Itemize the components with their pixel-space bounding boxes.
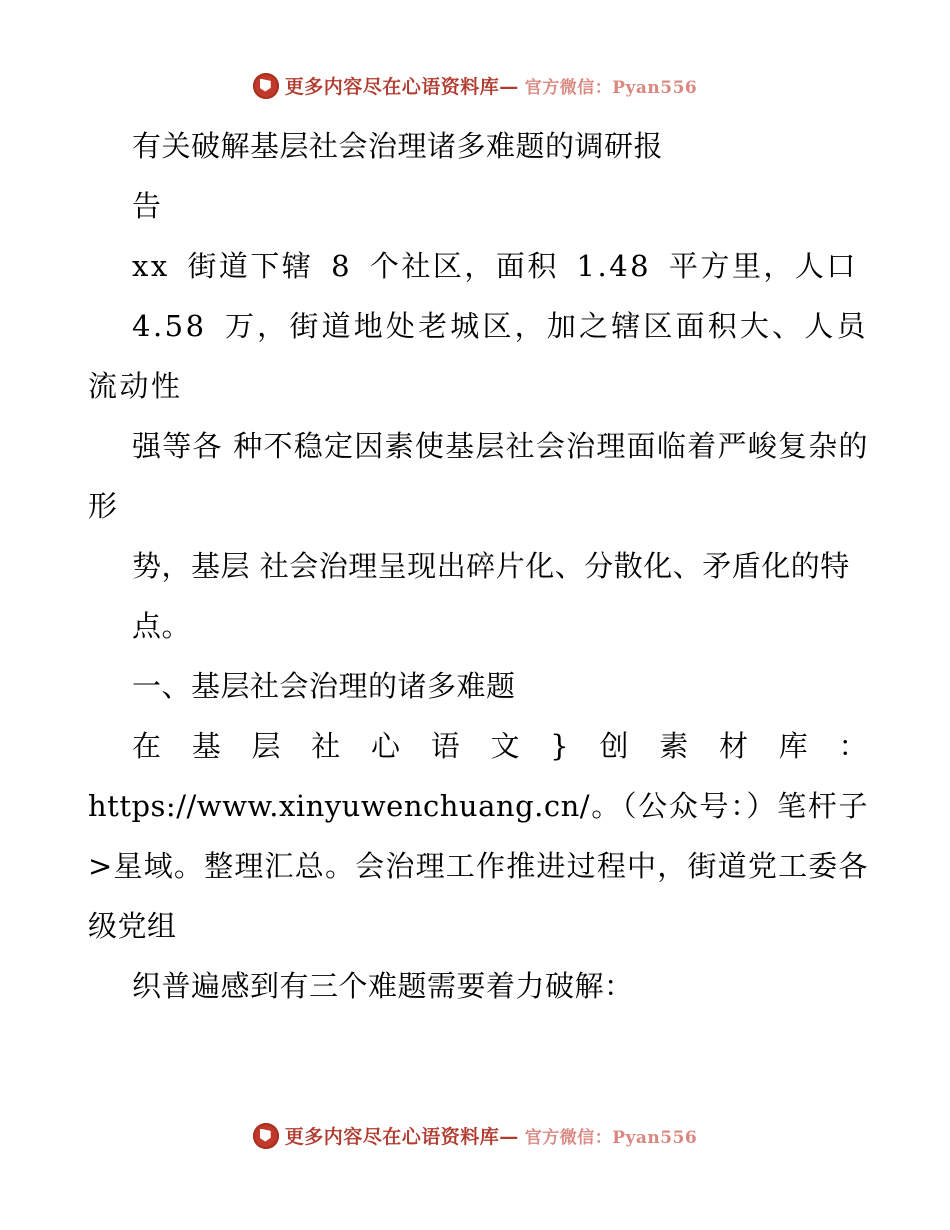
watermark-main-text: 更多内容尽在心语资料库— bbox=[284, 1126, 519, 1148]
paragraph-3: 强等各 种不稳定因素使基层社会治理面临着严峻复杂的形 bbox=[88, 429, 868, 523]
document-body bbox=[88, 116, 868, 1016]
paragraph-title-line2: 告 bbox=[132, 189, 162, 223]
paragraph-7: 织普遍感到有三个难题需要着力破解： bbox=[132, 969, 634, 1003]
watermark-sub-text: 官方微信：Pyan556 bbox=[524, 78, 698, 98]
paragraph-title-line1: 有关破解基层社会治理诸多难题的调研报 bbox=[132, 129, 664, 163]
paragraph-heading-1: 一、基层社会治理的诸多难题 bbox=[132, 669, 516, 703]
paragraph-1: xx 街道下辖 8 个社区，面积 1.48 平方里，人口 bbox=[132, 249, 858, 283]
paragraph-6: 在基层社心语文}创素材库：https://www.xinyuwenchuang.cn/。（公众号：）笔杆子>星域。整理汇总。会治理工作推进过程中，街道党工委各级党组 bbox=[88, 729, 868, 943]
watermark-main-text: 更多内容尽在心语资料库— bbox=[284, 76, 519, 98]
watermark-bottom bbox=[0, 1122, 950, 1149]
shield-badge-icon bbox=[253, 73, 279, 99]
paragraph-4: 势，基层 社会治理呈现出碎片化、分散化、矛盾化的特 bbox=[132, 549, 850, 583]
watermark-top bbox=[0, 72, 950, 99]
watermark-sub-text: 官方微信：Pyan556 bbox=[524, 1128, 698, 1148]
paragraph-5: 点。 bbox=[132, 609, 192, 643]
paragraph-2: 4.58 万，街道地处老城区，加之辖区面积大、人员流动性 bbox=[88, 309, 868, 403]
shield-badge-icon bbox=[253, 1123, 279, 1149]
